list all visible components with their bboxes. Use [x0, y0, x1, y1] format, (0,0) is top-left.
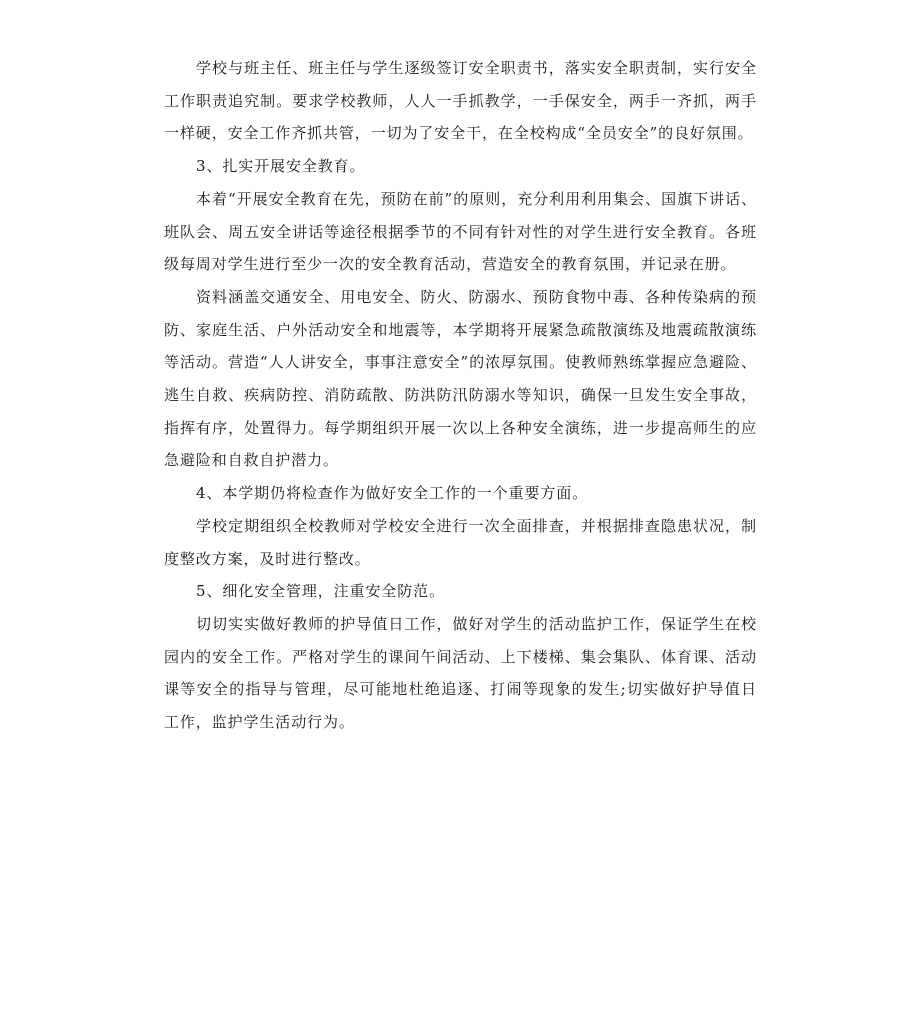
- paragraph-content-scope: 资料涵盖交通安全、用电安全、防火、防溺水、预防食物中毒、各种传染病的预防、家庭生活、户外活动安全和地震等，本学期将开展紧急疏散演练及地震疏散演练等活动。营造“人人讲安全，事事注意安全”的浓厚氛围。使教师熟练掌握应急避险、逃生自救、疾病防控、消防疏散、防洪防汛防溺水等知识，确保一旦发生安全事故，指挥有序，处置得力。每学期组织开展一次以上各种安全演练，进一步提高师生的应急避险和自救自护潜力。: [164, 287, 757, 470]
- paragraph-responsibility: 学校与班主任、班主任与学生逐级签订安全职责书，落实安全职责制，实行安全工作职责追究制。要求学校教师，人人一手抓教学，一手保安全，两手一齐抓，两手一样硬，安全工作齐抓共管，一切为了安全干，在全校构成“全员安全”的良好氛围。: [164, 59, 757, 143]
- section-heading-3: 3、扎实开展安全教育。: [196, 157, 366, 176]
- paragraph-management: 切切实实做好教师的护导值日工作，做好对学生的活动监护工作，保证学生在校园内的安全工作。严格对学生的课间午间活动、上下楼梯、集会集队、体育课、活动课等安全的指导与管理，尽可能地杜绝追逐、打闹等现象的发生;切实做好护导值日工作，监护学生活动行为。: [164, 614, 757, 732]
- section-heading-4: 4、本学期仍将检查作为做好安全工作的一个重要方面。: [196, 484, 589, 503]
- document-body: [164, 52, 757, 739]
- section-heading-5: 5、细化安全管理，注重安全防范。: [196, 582, 445, 601]
- paragraph-education: 本着“开展安全教育在先，预防在前”的原则，充分利用利用集会、国旗下讲话、班队会、周五安全讲话等途径根据季节的不同有针对性的对学生进行安全教育。各班级每周对学生进行至少一次的安全教育活动，营造安全的教育氛围，并记录在册。: [164, 189, 757, 274]
- paragraph-inspection: 学校定期组织全校教师对学校安全进行一次全面排查，并根据排查隐患状况，制度整改方案，及时进行整改。: [164, 516, 757, 568]
